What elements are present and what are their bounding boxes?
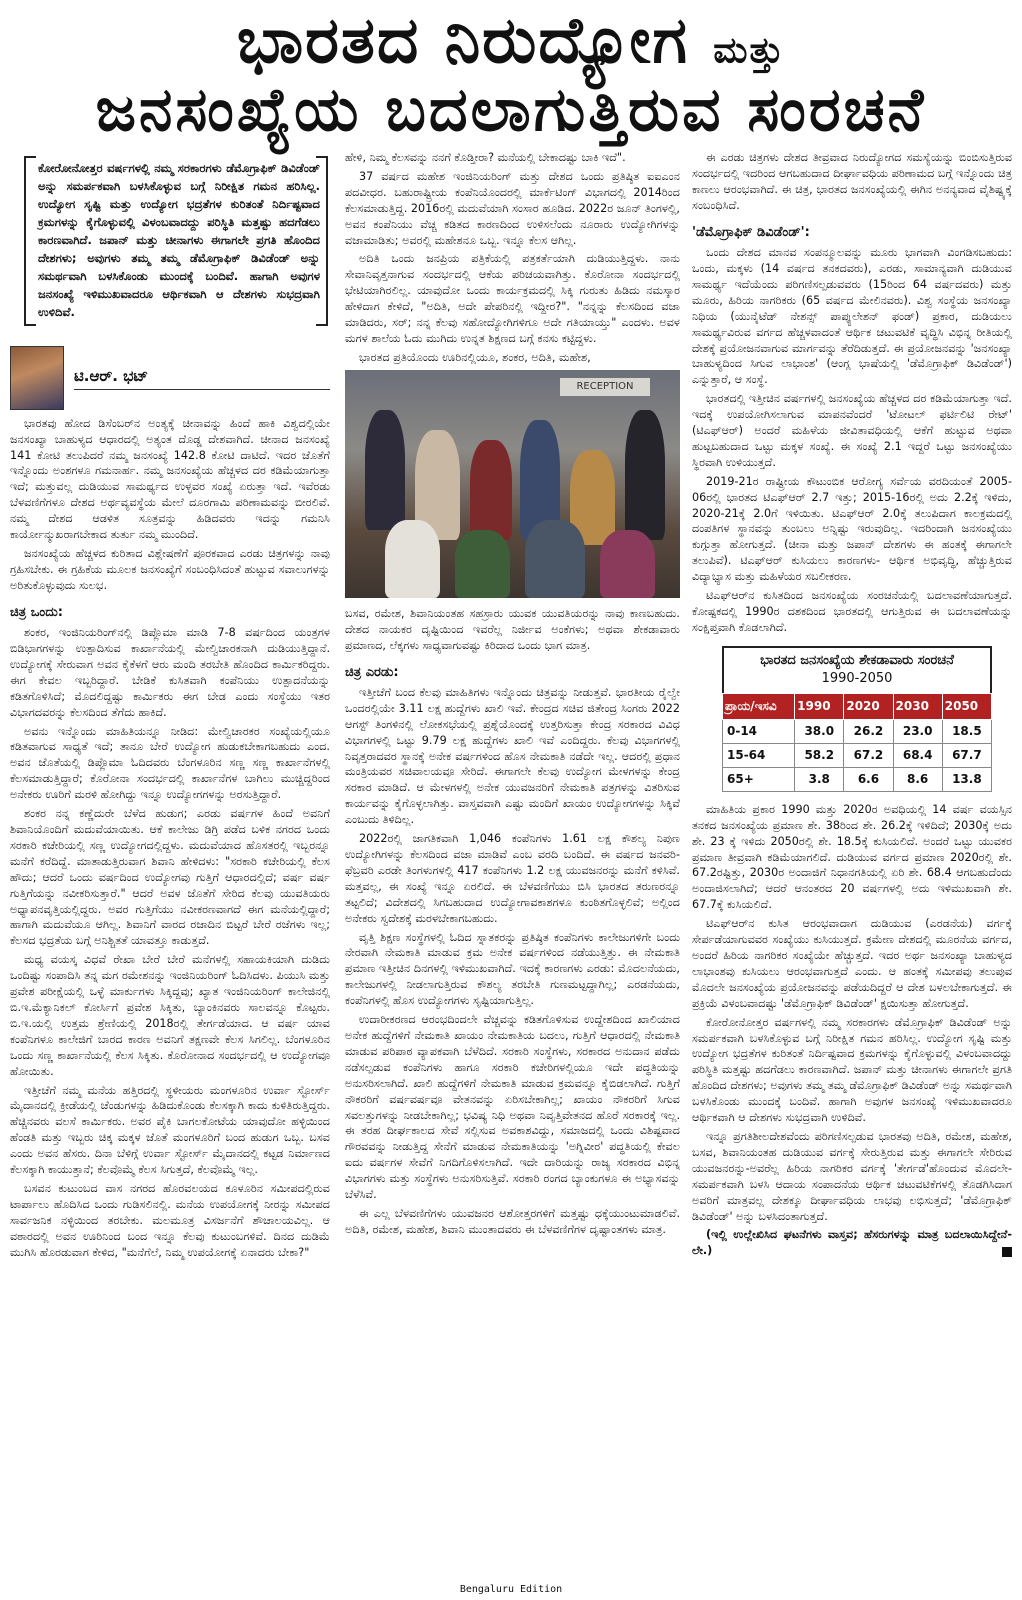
- col2-paragraph: ಹೇಳಿ, ನಿಮ್ಮ ಕೆಲಸವನ್ನು ನನಗೆ ಕೊಡ್ತೀರಾ? ಮನೆಯಲ್ಲಿ ಬೇಕಾದಷ್ಟು ಬಾಕಿ ಇದೆ".: [345, 151, 626, 164]
- col2-body-paragraph: ಈ ಎಲ್ಲ ಬೆಳವಣಿಗೆಗಳು ಯುವಜನರ ಆಶೋತ್ತರಗಳಿಗೆ ಮತ್ತಷ್ಟು ಧಕ್ಕೆಯುಂಟುಮಾಡಲಿವೆ. ಅದಿತಿ, ರಮೇಶ, ಮಹೇಶ, ಶಿವಾನಿ ಮುಂತಾದವರು ಈ ಬೆಳವಣಿಗೆಗಳ ದೃಷ್ಟಾಂತಗಳು ಮಾತ್ರ.: [345, 1206, 680, 1236]
- headline-line-1-main: ಭಾರತದ ನಿರುದ್ಯೋಗ: [236, 4, 689, 78]
- col1-body-paragraph: ಮಧ್ಯ ವಯಸ್ಕ ವಿಧವೆ ರೇಖಾ ಬೇರೆ ಬೇರೆ ಮನೆಗಳಲ್ಲಿ ಸಹಾಯಕಿಯಾಗಿ ದುಡಿದು ಒಂದಿಷ್ಟು ಸಂಪಾದಿಸಿ ತನ್ನ ಮಗ ರಮೇಶನನ್ನು ಇಂಜಿನಿಯರಿಂಗ್ ಓದಿಸಿದಳು. ಪಿಯುಸಿ ಮತ್ತು ಪ್ರವೇಶ ಪರೀಕ್ಷೆಯಲ್ಲಿ ಒಳ್ಳೆ ಮಾರ್ಕುಗಳು ಸಿಕ್ಕಿದ್ದವು; ಖ್ಯಾತ ಇಂಜಿನಿಯರಿಂಗ್ ಕಾಲೇಜಿನಲ್ಲಿ ಬಿ.ಇ.ಮೆಕ್ಯಾನಿಕಲ್ ಕೋರ್ಸಿಗೆ ಪ್ರವೇಶ ಸಿಕ್ಕಿತು, ಬ್ಯಾಂಕಿನವರು ಸಾಲವನ್ನೂ ಕೊಟ್ಟರು. ಬಿ.ಇ.ಯಲ್ಲಿ ಉತ್ತಮ ಶ್ರೇಣಿಯಲ್ಲಿ 2018ರಲ್ಲಿ ತೇರ್ಗಡೆಯಾದ. ಆ ವರ್ಷ ಯಾವ ಕಂಪೆನಿಗಳೂ ಕಾಲೇಜಿಗೆ ಬಾರದ ಕಾರಣ ಅವನಿಗೆ ತಕ್ಷಣವೇ ಕೆಲಸ ಸಿಗಲಿಲ್ಲ. ಬೆಂಗಳೂರಿನ ಒಂದು ಸಣ್ಣ ಕಾರ್ಖಾನೆಯಲ್ಲಿ ಕೆಲಸ ಸಿಕ್ಕಿತು. ಕೊರೋನಾದ ಸಂದರ್ಭದಲ್ಲಿ ಆ ಉದ್ಯೋಗವೂ ಹೋಯಿತು.: [10, 953, 330, 1078]
- photo-figure: [365, 410, 405, 530]
- job-seekers-photo: [345, 370, 680, 598]
- col2-body-paragraph: ವೃತ್ತಿ ಶಿಕ್ಷಣ ಸಂಸ್ಥೆಗಳಲ್ಲಿ ಓದಿದ ಸ್ನಾತಕರನ್ನು ಪ್ರತಿಷ್ಠಿತ ಕಂಪೆನಿಗಳು ಕಾಲೇಜುಗಳಿಗೇ ಬಂದು ನೇರವಾಗಿ ನೇಮಕಾತಿ ಮಾಡುವ ಕ್ರಮ ಅನೇಕ ವರ್ಷಗಳಿಂದ ನಡೆಯುತ್ತಿತ್ತು. ಈ ನೇಮಕಾತಿ ಪ್ರಮಾಣ ಇತ್ತೀಚಿನ ದಿನಗಳಲ್ಲಿ ಇಳಿಮುಖವಾಗಿದೆ. ಇದಕ್ಕೆ ಕಾರಣಗಳು ಎರಡು: ಮೊದಲನೆಯದು, ಕಾಲೇಜುಗಳಲ್ಲಿ ನೀಡಲಾಗುತ್ತಿರುವ ಕೌಶಲ್ಯ ತರಬೇತಿ ಗುಣಮಟ್ಟದ್ದಾಗಿಲ್ಲ; ಎರಡನೆಯದು, ಕಂಪೆನಿಗಳಲ್ಲಿ ಹೊಸ ಉದ್ಯೋಗಗಳು ಸೃಷ್ಟಿಯಾಗುತ್ತಿಲ್ಲ.: [345, 930, 680, 1008]
- table-header-row: [723, 693, 992, 719]
- table-row: [723, 743, 992, 767]
- col2-body-paragraph: ಇತ್ತೀಚೆಗೆ ಬಂದ ಕೆಲವು ಮಾಹಿತಿಗಳು ಇನ್ನೊಂದು ಚಿತ್ರವನ್ನು ನೀಡುತ್ತವೆ. ಭಾರತೀಯ ರೈಲ್ವೇ ಒಂದರಲ್ಲಿಯೇ 3.11 ಲಕ್ಷ ಹುದ್ದೆಗಳು ಖಾಲಿ ಇವೆ. ಕೇಂದ್ರದ ಸಚಿವ ಜಿತೇಂದ್ರ ಸಿಂಗರು 2022 ಆಗಸ್ಟ್ ತಿಂಗಳಿನಲ್ಲಿ ಲೋಕಸಭೆಯಲ್ಲಿ ಪ್ರಶ್ನೆಯೊಂದಕ್ಕೆ ಉತ್ತರಿಸುತ್ತಾ ಕೇಂದ್ರ ಸರಕಾರದ ವಿವಿಧ ವಿಭಾಗಗಳಲ್ಲಿ ಒಟ್ಟು 9.79 ಲಕ್ಷ ಹುದ್ದೆಗಳು ಖಾಲಿ ಇವೆ ಎಂದಿದ್ದರು. ಕೆಲವು ವಿಭಾಗಗಳಲ್ಲಿ ನಿವೃತ್ತರಾದವರ ಸ್ಥಾನಕ್ಕೆ ಅನೇಕ ವರ್ಷಗಳಿಂದ ಹೊಸ ನೇಮಕಾತಿ ನಡೆದೇ ಇಲ್ಲ. ಆದರಲ್ಲಿ ಪ್ರಧಾನ ಮಂತ್ರಿಯವರ ಸಚಿವಾಲಯವೂ ಸೇರಿದೆ. ಈಗಾಗಲೇ ಕೆಲವು ಉದ್ಯೋಗ ಮೇಳಗಳನ್ನು ಕೇಂದ್ರ ಸರಕಾರ ಮಾಡಿದೆ. ಆ ಮೇಳಗಳಲ್ಲಿ ಅನೇಕ ಯುವಜನರಿಗೆ ನೇಮಕಾತಿ ಪತ್ರಗಳನ್ನು ವಿತರಿಸುವ ಕಾರ್ಯವನ್ನು ಕೈಗೊಳ್ಳಲಾಗಿತ್ತು. ವಾಸ್ತವವಾಗಿ ಎಷ್ಟು ಮಂದಿಗೆ ಖಾಯಂ ಉದ್ಯೋಗಗಳನ್ನು ಸಿಕ್ಕಿವೆ ಎಂಬುದು ತಿಳಿದಿಲ್ಲ.: [345, 685, 680, 827]
- table-cell: 67.7: [942, 743, 991, 767]
- table-cell: 58.2: [795, 743, 844, 767]
- section-heading-picture-one: ಚಿತ್ರ ಒಂದು:: [10, 604, 63, 620]
- col3-paragraph: ಟಿಎಫ್‌ಆರ್‌ನ ಕುಸಿತ ಆರಂಭವಾದಾಗ ದುಡಿಯುವ (ಎರಡನೆಯ) ವರ್ಗಕ್ಕೆ ಸೇರ್ಪಡೆಯಾಗುವವರ ಸಂಖ್ಯೆಯು ಕುಸಿಯುತ್ತದೆ. ಕ್ರಮೇಣ ದೇಶದಲ್ಲಿ ಮೂರನೆಯ ವರ್ಗದ, ಅಂದರೆ ಹಿರಿಯ ನಾಗರಿಕರ ಸಂಖ್ಯೆಯೇ ಹೆಚ್ಚುತ್ತದೆ. ಇದರ ಅರ್ಥ ಜನಸಂಖ್ಯಾ ಬಾಹುಳ್ಯದ ಲಾಭಾಂಶವು ಕುಸಿಯಲು ಆರಂಭವಾಗುತ್ತದೆ ಎಂದು. ಆ ಹಂತಕ್ಕೆ ಸಮೀಪವು ತಲುಪುವ ಮೊದಲೇ ಜನಸಂಖ್ಯೆಯ ಪ್ರಯೋಜನವನ್ನು ಪಡೆಯದಿದ್ದರೆ ಆ ದೇಶ ಬಳಲಬೇಕಾಗುತ್ತದೆ. ಈ ಪ್ರಕ್ರಿಯೆ ವಿಳಂಬವಾದಷ್ಟು 'ಡೆಮೊಗ್ರಾಫಿಕ್ ಡಿವಿಡೆಂಡ್' ಕ್ಷಯಿಸುತ್ತಾ ಹೋಗುತ್ತದೆ.: [692, 917, 1012, 1010]
- col3-body-paragraph: ಭಾರತದಲ್ಲಿ ಇತ್ತೀಚಿನ ವರ್ಷಗಳಲ್ಲಿ ಜನಸಂಖ್ಯೆಯ ಹೆಚ್ಚಳದ ದರ ಕಡಿಮೆಯಾಗುತ್ತಾ ಇದೆ. ಇದಕ್ಕೆ ಉಪಯೋಗಿಸಲಾಗುವ ಮಾಪನವೆಂದರೆ 'ಟೋಟಲ್ ಫರ್ಟಿಲಿಟಿ ರೇಟ್' (ಟಿಎಫ್‌ಆರ್) ಅಂದರೆ ಮಹಿಳೆಯ ಜೀವಿತಾವಧಿಯಲ್ಲಿ ಆಕೆಗೆ ಹುಟ್ಟುವ ಅಥವಾ ಹುಟ್ಟಬಹುದಾದ ಒಟ್ಟು ಮಕ್ಕಳ ಸಂಖ್ಯೆ. ಈ ಸಂಖ್ಯೆ 2.1 ಇದ್ದರೆ ಒಟ್ಟು ಜನಸಂಖ್ಯೆಯು ಸ್ಥಿರವಾಗಿ ಉಳಿಯುತ್ತದೆ.: [692, 392, 1012, 469]
- col3-paragraph: ಈ ಎರಡು ಚಿತ್ರಗಳು ದೇಶದ ತೀವ್ರವಾದ ನಿರುದ್ಯೋಗದ ಸಮಸ್ಯೆಯನ್ನು ಬಿಂಬಿಸುತ್ತಿರುವ ಸಂದರ್ಭದಲ್ಲಿ ಇದರಿಂದ ಆಗಬಹುದಾದ ದೀರ್ಘಾವಧಿಯ ಪರಿಣಾಮದ ಬಗ್ಗೆ ಇನ್ನೊಂದು ಚಿತ್ರ ಕಾಣಲು ಆರಂಭವಾಗಿದೆ. ಈ ಚಿತ್ರ, ಭಾರತದ ಜನಸಂಖ್ಯೆಯಲ್ಲಿ ಈಗಿನ ಅನನ್ಯವಾದ ವೈಶಿಷ್ಟ್ಯಕ್ಕೆ ಸಂಬಂಧಿಸಿದೆ.: [692, 151, 1012, 212]
- headline-line-2: ಜನಸಂಖ್ಯೆಯ ಬದಲಾಗುತ್ತಿರುವ ಸಂರಚನೆ: [95, 75, 927, 146]
- population-structure-table: [722, 646, 992, 792]
- table-cell: 13.8: [942, 767, 991, 791]
- col1-body-paragraph: ಶಂಕರ ನನ್ನ ಕಣ್ಣೆದುರೇ ಬೆಳೆದ ಹುಡುಗ; ಎರಡು ವರ್ಷಗಳ ಹಿಂದೆ ಅವನಿಗೆ ಶಿವಾನಿಯೊಂದಿಗೆ ಮದುವೆಯಾಯಿತು. ಆಕೆ ಕಾಲೇಜು ಡಿಗ್ರಿ ಪಡೆದ ಬಳಿಕ ನಗರದ ಒಂದು ಸರಕಾರಿ ಕಚೇರಿಯಲ್ಲಿ ಸಣ್ಣ ಉದ್ಯೋಗದಲ್ಲಿದ್ದಳು. ಮದುವೆಯಾದ ಹೊಸತರಲ್ಲಿ ಇಬ್ಬರನ್ನೂ ಮನೆಗೆ ಕರೆದಿದ್ದೆ. ಮಾತಾಡುತ್ತಿರುವಾಗ ಶಿವಾನಿ ಹೇಳಿದಳು: "ಸರಕಾರಿ ಕಚೇರಿಯಲ್ಲಿ ಕೆಲಸ ಹೌದು; ಆದರೆ ಒಂದು ವರ್ಷದಿಂದ ಉದ್ಯೋಗವು ಗುತ್ತಿಗೆ ಆಧಾರದಲ್ಲಿದೆ; ವರ್ಷ ವರ್ಷ ಗುತ್ತಿಗೆಯನ್ನು ನವೀಕರಿಸುತ್ತಾರೆ." ಆದರೆ ಅವಳ ಜೊತೆಗೆ ಸೇರಿದ ಕೆಲವು ಯುವತಿಯರು ಅಧ್ಯಾಪನವೃತ್ತಿಯಲ್ಲಿದ್ದರು. ಅವರ ಗುತ್ತಿಗೆಯು ನವೀಕರಣವಾಗದೆ ಈಗ ಮನೆಯಲ್ಲಿದ್ದಾರೆ; ಹಾಗಾಗಿ ಮದುವೆಯೂ ಆಗಿಲ್ಲ. ಶಿವಾನಿಗೆ ವಾರದ ರಜಾದಿನ ಬಿಟ್ಟರೆ ಬೇರೆ ರಜೆಗಳು ಇಲ್ಲ; ಕೆಲಸದ ಭದ್ರತೆಯ ಬಗ್ಗೆ ಅನಿಶ್ಚಿತತೆ ಯಾವತ್ತೂ ಕಾಡುತ್ತದೆ.: [10, 807, 330, 948]
- photo-figure: [600, 530, 655, 598]
- edition-label: Bengaluru Edition: [459, 1584, 563, 1595]
- table-caption: [722, 646, 992, 693]
- author-note: (ಇಲ್ಲಿ ಉಲ್ಲೇಖಿಸಿದ ಘಟನೆಗಳು ವಾಸ್ತವ; ಹೆಸರುಗಳನ್ನು ಮಾತ್ರ ಬದಲಾಯಿಸಿದ್ದೇನೆ-ಲೇ.): [692, 1228, 1012, 1258]
- col2-body-paragraph: ಉದಾರೀಕರಣದ ಆರಂಭದಿಂದಲೇ ವೆಚ್ಚವನ್ನು ಕಡಿತಗೊಳಿಸುವ ಉದ್ದೇಶದಿಂದ ಖಾಲಿಯಾದ ಅನೇಕ ಹುದ್ದೆಗಳಿಗೆ ನೇಮಕಾತಿ ಖಾಯಂ ನೇಮಕಾತಿಯ ಬದಲು, ಗುತ್ತಿಗೆ ಆಧಾರದಲ್ಲಿ ನೇಮಕಾತಿ ಮಾಡುವ ಪರಿಪಾಠ ವ್ಯಾಪಕವಾಗಿ ಬೆಳೆದಿದೆ. ಸರಕಾರಿ ಸಂಸ್ಥೆಗಳು, ಸರಕಾರದ ಅನುದಾನ ಪಡೆದು ನಡೆಸಲ್ಪಡುವ ಕಂಪೆನಿಗಳು ಹಾಗೂ ಸರಕಾರಿ ಕಚೇರಿಗಳಲ್ಲಿಯೂ ಇದೇ ಪದ್ಧತಿಯನ್ನು ಅನುಸರಿಸಲಾಗಿದೆ. ಖಾಲಿ ಹುದ್ದೆಗಳಿಗೆ ನೇಮಕಾತಿ ಮಾಡುವ ಕ್ರಮವನ್ನೂ ಕೈಬಿಡಲಾಗಿದೆ. ಗುತ್ತಿಗೆ ನೌಕರರಿಗೆ ವರ್ಷವರ್ಷವೂ ವೇತನವನ್ನು ಏರಿಸಬೇಕಾಗಿಲ್ಲ; ಖಾಯಂ ನೌಕರರಿಗೆ ಸಿಗುವ ಸವಲತ್ತುಗಳನ್ನು ನೀಡಬೇಕಾಗಿಲ್ಲ; ಭವಿಷ್ಯ ನಿಧಿ ಅಥವಾ ನಿವೃತ್ತಿವೇತನದ ಹೊರೆ ಸರಕಾರಕ್ಕೆ ಇಲ್ಲ. ಈ ತರಹ ದೀರ್ಘಕಾಲದ ಸೇವೆ ಸಲ್ಲಿಸುವ ಅವಕಾಶವಿದ್ದು, ಸಮಾಜದಲ್ಲಿ ಒಂದು ವಿಶಿಷ್ಟವಾದ ಗೌರವವನ್ನು ನೀಡುತ್ತಿದ್ದ ಸೇನೆಗೆ ಮಾಡುವ ನೇಮಕಾತಿಯನ್ನು 'ಅಗ್ನಿವೀರ' ಪದ್ಧತಿಯಲ್ಲಿ ಕೇವಲ ಐದು ವರ್ಷಗಳ ಸೇವೆಗೆ ನಿಗದಿಗೊಳಿಸಲಾಗಿದೆ. ಇದೇ ದಾರಿಯನ್ನು ರಾಜ್ಯ ಸರಕಾರದ ವಿಭಿನ್ನ ವಿಭಾಗಗಳು ಮತ್ತು ಸಂಸ್ಥೆಗಳು ಅನುಸರಿಸುತ್ತಿವೆ. ಸರಕಾರಿ ರಂಗದ ಬ್ಯಾಂಕುಗಳೂ ಈ ಅಭ್ಯಾಸವನ್ನು ಬೆಳೆಸಿವೆ.: [345, 1013, 680, 1202]
- table-row: [723, 767, 992, 791]
- col2-paragraph: ಬಸವ, ರಮೇಶ, ಶಿವಾನಿಯಂತಹ ಸಹಸ್ರಾರು ಯುವಕ ಯುವತಿಯರನ್ನು ನಾವು ಕಾಣಬಹುದು. ದೇಶದ ನಾಯಕರ ದೃಷ್ಟಿಯಿಂದ ಇವರೆಲ್ಲ ನಿರ್ಜೀವ ಅಂಕೆಗಳು; ಅಥವಾ ಶೇಕಡಾವಾರು ಪ್ರಮಾಣದ, ಲೆಕ್ಕಗಳು ಸಾಧ್ಯವಾಗುವಷ್ಟು ಕಿರಿದಾದ ಒಂದು ಭಾಗ ಮಾತ್ರ.: [345, 606, 680, 652]
- col3-paragraph: ಮಾಹಿತಿಯ ಪ್ರಕಾರ 1990 ಮತ್ತು 2020ರ ಅವಧಿಯಲ್ಲಿ 14 ವರ್ಷ ವಯಸ್ಸಿನ ತನಕದ ಜನಸಂಖ್ಯೆಯ ಪ್ರಮಾಣ ಶೇ. 38ರಿಂದ ಶೇ. 26.2ಕ್ಕೆ ಇಳಿದಿದೆ; 2030ಕ್ಕೆ ಅದು ಶೇ. 23 ಕ್ಕೆ ಇಳಿದು 2050ರಲ್ಲಿ ಶೇ. 18.5ಕ್ಕೆ ಕುಸಿಯಲಿದೆ. ಅಂದರೆ ಒಟ್ಟು ಯುವಕರ ಪ್ರಮಾಣ ತೀವ್ರವಾಗಿ ಕಡಿಮೆಯಾಗಲಿದೆ. ದುಡಿಯುವ ವರ್ಗದ ಪ್ರಮಾಣ 2020ರಲ್ಲಿ ಶೇ. 67.2ರಷ್ಟಿತ್ತು, 2030ರ ಅಂದಾಜಿಗೆ ನಿಧಾನಗತಿಯಲ್ಲಿ ಏರಿ ಶೇ. 68.4 ಆಗಬಹುದೆಂದು ಅಂದಾಜಿಸಲಾಗಿದೆ; ಆದರೆ ಆನಂತರದ 20 ವರ್ಷಗಳಲ್ಲಿ ಅದು ಇಳಿಮುಖವಾಗಿ ಶೇ. 67.7ಕ್ಕೆ ಕುಸಿಯಲಿದೆ.: [692, 802, 1012, 912]
- photo-sign: RECEPTION: [560, 378, 650, 396]
- table-cell: 8.6: [893, 767, 942, 791]
- headline-line-1-small: ಮತ್ತು: [713, 30, 786, 71]
- table-header-cell: 2030: [893, 693, 942, 719]
- photo-figure: [470, 440, 512, 540]
- section-heading-picture-two: ಚಿತ್ರ ಎರಡು:: [345, 664, 399, 680]
- byline: [10, 346, 330, 410]
- table-cell: 68.4: [893, 743, 942, 767]
- table-cell: 18.5: [942, 719, 991, 743]
- col1-body-paragraph: ಬಸವನ ಕುಟುಂಬದ ವಾಸ ನಗರದ ಹೊರವಲಯದ ಕೂಳೂರಿನ ಸಮೀಪದಲ್ಲಿರುವ ಟಾರ್ಪಾಲು ಹೊದಿಸಿದ ಒಂದು ಗುಡಿಸಲಿನಲ್ಲಿ. ಮನೆಯ ಉಪಯೋಗಕ್ಕೆ ನೀರನ್ನು ಸಮೀಪದ ಸಾರ್ವಜನಿಕ ನಳ್ಳಿಯಿಂದ ತರಬೇಕು. ಮಲಮೂತ್ರ ವಿಸರ್ಜನೆಗೆ ಶೌಚಾಲಯವಿಲ್ಲ. ಆ ವಠಾರದಲ್ಲಿ ಅವನ ಊರಿನಿಂದ ಬಂದ ಇನ್ನೂ ಕೆಲವು ಕುಟುಂಬಗಳಿವೆ. ದಿನದ ದುಡಿಮೆ ಮುಗಿಸಿ ಹೊರಡುವಾಗ ಕೇಳಿದ, "ಮನೆಗೆಲೆ, ನಿಮ್ಮ ಉಪಯೋಗಕ್ಕೆ ಏನಾದರು ಬೇಕಾ?": [10, 1181, 330, 1259]
- table-cell: 38.0: [795, 719, 844, 743]
- table-cell: 65+: [723, 767, 795, 791]
- col3-paragraph: ಇನ್ನೂ ಪ್ರಗತಿಶೀಲದೇಶವೆಂದು ಪರಿಗಣಿಸಲ್ಪಡುವ ಭಾರತವು ಅದಿತಿ, ರಮೇಶ, ಮಹೇಶ, ಬಸವ, ಶಿವಾನಿಯಂತಹ ದುಡಿಯುವ ವರ್ಗಕ್ಕೆ ಸೇರುತ್ತಿರುವ ಮತ್ತು ಈಗಾಗಲೇ ಸೇರಿರುವ ಯುವಜನರನ್ನು-ಅವರೆಲ್ಲ ಹಿರಿಯ ನಾಗರಿಕರ ವರ್ಗಕ್ಕೆ 'ತೇರ್ಗಡೆ'ಹೊಂದುವ ಮೊದಲೇ- ಸಮರ್ಪಕವಾಗಿ ಬಳಸಿ ಆದಾಯ ಸಂಪಾದನೆಯ ಆರ್ಥಿಕ ಚಟುವಟಿಕೆಗಳಲ್ಲಿ ತೊಡಗಿಸಿದಾಗ ಅವರಿಗೆ ಮಾತ್ರವಲ್ಲ ದೇಶಕ್ಕೂ ದೀರ್ಘಾವಧಿಯ ಲಾಭವು ಲಭಿಸುತ್ತದೆ; 'ಡೆಮೊಗ್ರಾಫಿಕ್ ಡಿವಿಡೆಂಡ್' ಅನ್ನು ಬಳಸಿದಂತಾಗುತ್ತದೆ.: [692, 1129, 1012, 1223]
- author-photo: [10, 346, 64, 410]
- headline: [0, 4, 1022, 146]
- col3-body-paragraph: ಟಿಎಫ್‌ಆರ್‌ನ ಕುಸಿತದಿಂದ ಜನಸಂಖ್ಯೆಯ ಸಂರಚನೆಯಲ್ಲಿ ಬದಲಾವಣೆಯಾಗುತ್ತದೆ. ಕೋಷ್ಟಕದಲ್ಲಿ 1990ರ ದಶಕದಿಂದ ಭಾರತದಲ್ಲಿ ಆಗುತ್ತಿರುವ ಈ ಬದಲಾವಣೆಯನ್ನು ಸಂಕ್ಷಿಪ್ತವಾಗಿ ಕೊಡಲಾಗಿದೆ.: [692, 589, 1012, 634]
- end-mark-icon: [1002, 1247, 1012, 1257]
- table-cell: 0-14: [723, 719, 795, 743]
- table-subtitle: 1990-2050: [821, 671, 893, 687]
- col3-paragraph: [692, 1227, 1012, 1259]
- column-3: [692, 150, 1012, 1262]
- table-header-cell: 2050: [942, 693, 991, 719]
- pull-quote: ಕೋರೋನೋತ್ತರ ವರ್ಷಗಳಲ್ಲಿ ನಮ್ಮ ಸರಕಾರಗಳು ಡೆಮೊಗ್ರಾಫಿಕ್ ಡಿವಿಡೆಂಡ್ ಅನ್ನು ಸಮರ್ಪಕವಾಗಿ ಬಳಸಿಕೊಳ್ಳುವ ಬಗ್ಗೆ ನಿರೀಕ್ಷಿತ ಗಮನ ಹರಿಸಿಲ್ಲ. ಉದ್ಯೋಗ ಸೃಷ್ಟಿ ಮತ್ತು ಉದ್ಯೋಗ ಭದ್ರತೆಗಳ ಕುರಿತಂತೆ ನಿರ್ದಿಷ್ಟವಾದ ಕ್ರಮಗಳನ್ನು ಕೈಗೊಳ್ಳುವಲ್ಲಿ ವಿಳಂಬವಾದದ್ದು ಪರಿಸ್ಥಿತಿ ಮತ್ತಷ್ಟು ಹದಗೆಡಲು ಕಾರಣವಾಗಿದೆ. ಜಪಾನ್ ಮತ್ತು ಚೀನಾಗಳು ಈಗಾಗಲೇ ಪ್ರಗತಿ ಹೊಂದಿದ ದೇಶಗಳು; ಅವುಗಳು ತಮ್ಮ ತಮ್ಮ ಡೆಮೊಗ್ರಾಫಿಕ್ ಡಿವಿಡೆಂಡ್ ಅನ್ನು ಸಮರ್ಥವಾಗಿ ಬಳಸಿಕೊಂಡು ಮುಂದಕ್ಕೆ ಬಂದಿವೆ. ಹಾಗಾಗಿ ಅವುಗಳ ಜನಸಂಖ್ಯೆ ಇಳಿಮುಖವಾದರೂ ಆರ್ಥಿಕವಾಗಿ ಆ ದೇಶಗಳು ಸುಭದ್ರವಾಗಿ ಉಳಿದಿವೆ.: [10, 150, 330, 332]
- table-cell: 15-64: [723, 743, 795, 767]
- col3-body-paragraph: 2019-21ರ ರಾಷ್ಟ್ರೀಯ ಕೌಟುಂಬಿಕ ಆರೋಗ್ಯ ಸರ್ವೆಯ ವರದಿಯಂತೆ 2005-06ರಲ್ಲಿ ಭಾರತದ ಟಿಎಫ್‌ಆರ್ 2.7 ಇತ್ತು; 2015-16ರಲ್ಲಿ ಅದು 2.2ಕ್ಕೆ ಇಳಿದು, 2020-21ಕ್ಕೆ 2.0ಗೆ ಇಳಿಯಿತು. ಟಿಎಫ್‌ಆರ್ 2.0ಕ್ಕೆ ತಲುಪಿದಾಗ ಕಾಲಕ್ರಮದಲ್ಲಿ ದಂಪತಿಗಳ ಸ್ಥಾನವನ್ನು ತುಂಬಲು ಅನ್ನಿಷ್ಟು ಇರುವುದಿಲ್ಲ. ಇದರಿಂದಾಗಿ ಜನಸಂಖ್ಯೆಯು ಕುಗ್ಗುತ್ತಾ ಹೋಗುತ್ತದೆ. (ಚೀನಾ ಮತ್ತು ಜಪಾನ್ ದೇಶಗಳು ಈ ಹಂತಕ್ಕೆ ಈಗಾಗಲೇ ತಲುಪಿವೆ). ಟಿಎಫ್‌ಆರ್ ಕುಸಿಯಲು ಕಾರಣಗಳು- ಆರ್ಥಿಕ ಅಭಿವೃದ್ಧಿ, ಹೆಚ್ಚುತ್ತಿರುವ ವಿದ್ಯಾಭ್ಯಾಸ ಮತ್ತು ಮಹಿಳೆಯರ ಸಬಲೀಕರಣ.: [692, 474, 1012, 584]
- col1-body-paragraph: ಶಂಕರ, ಇಂಜಿನಿಯರಿಂಗ್‌ನಲ್ಲಿ ಡಿಪ್ಲೊಮಾ ಮಾಡಿ 7-8 ವರ್ಷದಿಂದ ಯಂತ್ರಗಳ ಬಿಡಿಭಾಗಗಳನ್ನು ಉತ್ಪಾದಿಸುವ ಕಾರ್ಖಾನೆಯಲ್ಲಿ ಮೇಲ್ವಿಚಾರಕನಾಗಿ ದುಡಿಯುತ್ತಿದ್ದಾನೆ. ಉದ್ಯೋಗಕ್ಕೆ ಸೇರುವಾಗ ಅವನ ಕೈಕೆಳಗೆ ಆರು ಮಂದಿ ತರಬೇತಿ ಹೊಂದಿದ ಕಾರ್ಮಿಕರಿದ್ದರು. ಈಗ ಕೇವಲ ಇಬ್ಬರಿದ್ದಾರೆ. ಬೇಡಿಕೆ ಕುಸಿತವಾಗಿ ಕಂಪೆನಿಯು ಉತ್ಪಾದನೆಯನ್ನು ಕಡಿತಗೊಳಿಸಿದೆ; ಮೊದಲಿದ್ದಷ್ಟು ಕಾರ್ಮಿಕರು ಈಗ ಬೇಡ ಎಂದು ಸಂಸ್ಥೆಯು ಇತರ ವಿಭಾಗದವರನ್ನು ಕೆಲಸದಿಂದ ತೆಗೆದು ಹಾಕಿದೆ.: [10, 626, 330, 719]
- photo-figure: [525, 520, 585, 598]
- photo-figure: [455, 530, 510, 598]
- col1-intro-paragraph: ಭಾರತವು ಹೋದ ಡಿಸೆಂಬರ್‌ನ ಅಂತ್ಯಕ್ಕೆ ಚೀನಾವನ್ನು ಹಿಂದೆ ಹಾಕಿ ವಿಶ್ವದಲ್ಲಿಯೇ ಜನಸಂಖ್ಯಾ ಬಾಹುಳ್ಯದ ಆಧಾರದಲ್ಲಿ ಅತ್ಯಂತ ದೊಡ್ಡ ದೇಶವಾಗಿದೆ. ಚೀನಾದ ಜನಸಂಖ್ಯೆ 141 ಕೋಟಿ ತಲುಪಿದರೆ ನಮ್ಮ ಜನಸಂಖ್ಯೆ 142.8 ಕೋಟಿ ದಾಟಿದೆ. ಇದರ ಜೊತೆಗೆ ಇನ್ನೊಂದು ಅಂಶಗಳೂ ಗಮನಾರ್ಹ. ನಮ್ಮ ಜನಸಂಖ್ಯೆಯ ಹೆಚ್ಚಳದ ದರ ಕಡಿಮೆಯಾಗುತ್ತಾ ಇದೆ; ಮತ್ತುವಲ್ಲ ದುಡಿಯುವ ಸಾಮರ್ಥ್ಯದ ಉಳ್ಳವರ ಸಂಖ್ಯೆ ಏರುತ್ತಾ ಇದೆ. ಇವೆರಡು ಬೆಳವಣಿಗೆಗಳೂ ದೇಶದ ಅರ್ಥವ್ಯವಸ್ಥೆಯ ಮೇಲೆ ದೂರಗಾಮಿ ಪರಿಣಾಮವನ್ನು ಬೀರಲಿವೆ. ನಮ್ಮ ದೇಶದ ಆಡಳಿತ ಸೂತ್ರವನ್ನು ಹಿಡಿದವರು ಇದನ್ನು ಗಮನಿಸಿ ಕಾರ್ಯೋನ್ಮುಖರಾಗಬೇಕಾದ ತುರ್ತು ನಮ್ಮ ಮುಂದಿದೆ.: [10, 416, 330, 542]
- headline-line-1: [0, 4, 1022, 78]
- col2-body-paragraph: 2022ರಲ್ಲಿ ಜಾಗತಿಕವಾಗಿ 1,046 ಕಂಪೆನಿಗಳು 1.61 ಲಕ್ಷ ಕೌಶಲ್ಯ ನಿಪುಣ ಉದ್ಯೋಗಿಗಳನ್ನು ಕೆಲಸದಿಂದ ವಜಾ ಮಾಡಿವೆ ಎಂಬ ವರದಿ ಬಂದಿದೆ. ಈ ವರ್ಷದ ಜನವರಿ-ಫೆಬ್ರವರಿ ಎರಡೇ ತಿಂಗಳುಗಳಲ್ಲಿ 417 ಕಂಪೆನಿಗಳು 1.2 ಲಕ್ಷ ಯುವಜನರನ್ನು ಮನೆಗೆ ಕಳಿಸಿವೆ. ಮತ್ತವಲ್ಲ, ಈ ಸಂಖ್ಯೆ ಇನ್ನೂ ಏರಲಿದೆ. ಈ ಬೆಳವಣಿಗೆಯು ಬಿಸಿ ಭಾರತದ ತರುಣರನ್ನೂ ತಟ್ಟಲಿದೆ; ವಿದೇಶದಲ್ಲಿ ಸಿಗಬಹುದಾದ ಉದ್ಯೋಗಾವಕಾಶಗಳೂ ಕುಂಠಿತಗೊಳ್ಳಲಿವೆ; ಅಲ್ಲಿಂದ ಅನೇಕರು ಸ್ವದೇಶಕ್ಕೆ ಮರಳಬೇಕಾಗಬಹುದು.: [345, 832, 680, 925]
- col3-body-paragraph: ಒಂದು ದೇಶದ ಮಾನವ ಸಂಪನ್ಮೂಲವನ್ನು ಮೂರು ಭಾಗವಾಗಿ ವಿಂಗಡಿಸಬಹುದು: ಒಂದು, ಮಕ್ಕಳು (14 ವರ್ಷದ ತನಕದವರು), ಎರಡು, ಸಾಮಾನ್ಯವಾಗಿ ದುಡಿಯುವ ಸಾಮರ್ಥ್ಯ ಇದೆಯೆಂದು ಪರಿಗಣಿಸಲ್ಪಡುವವರು (15ರಿಂದ 64 ವರ್ಷದವರು) ಮತ್ತು ಮೂರು, ಹಿರಿಯ ನಾಗರಿಕರು (65 ವರ್ಷದ ಮೇಲಿನವರು). ವಿಶ್ವ ಸಂಸ್ಥೆಯ ಜನಸಂಖ್ಯಾ ನಿಧಿಯ (ಯುನೈಟೆಡ್ ನೇಶನ್ಸ್ ಪಾಪ್ಯುಲೇಶನ್ ಫಂಡ್) ಪ್ರಕಾರ, ದುಡಿಯಲು ಸಾಮರ್ಥ್ಯವಿರುವ ವರ್ಗದ ಹೆಚ್ಚಳವಾದಂತೆ ಆರ್ಥಿಕ ಚಟುವಟಿಕೆ ವೃದ್ಧಿಸಿ ವಿಭಿನ್ನ ರೀತಿಯಲ್ಲಿ ದೇಶಕ್ಕೆ ಪ್ರಯೋಜನವಾಗುವ ಮಾರ್ಗವನ್ನು ತೆರೆದಿಡುತ್ತದೆ. ಈ ಪ್ರಯೋಜನವನ್ನು 'ಜನಸಂಖ್ಯಾ ಬಾಹುಳ್ಯದಿಂದ ಸಿಗುವ ಲಾಭಾಂಶ' (ಆಂಗ್ಲ ಭಾಷೆಯಲ್ಲಿ 'ಡೆಮೊಗ್ರಾಫಿಕ್ ಡಿವಿಡೆಂಡ್') ಎನ್ನುತ್ತಾರೆ, ಆ ಸಂಸ್ಥೆ.: [692, 246, 1012, 387]
- col3-paragraph: ಕೋರೋನೋತ್ತರ ವರ್ಷಗಳಲ್ಲಿ ನಮ್ಮ ಸರಕಾರಗಳು ಡೆಮೊಗ್ರಾಫಿಕ್ ಡಿವಿಡೆಂಡ್ ಅನ್ನು ಸಮರ್ಪಕವಾಗಿ ಬಳಸಿಕೊಳ್ಳುವ ಬಗ್ಗೆ ನಿರೀಕ್ಷಿತ ಗಮನ ಹರಿಸಿಲ್ಲ. ಉದ್ಯೋಗ ಸೃಷ್ಟಿ ಮತ್ತು ಉದ್ಯೋಗ ಭದ್ರತೆಗಳ ಕುರಿತಂತೆ ನಿರ್ದಿಷ್ಟವಾದ ಕ್ರಮಗಳನ್ನು ಕೈಗೊಳ್ಳುವಲ್ಲಿ ವಿಳಂಬವಾದದ್ದು ಪರಿಸ್ಥಿತಿ ಮತ್ತಷ್ಟು ಹದಗೆಡಲು ಕಾರಣವಾಗಿದೆ. ಜಪಾನ್ ಮತ್ತು ಚೀನಾಗಳು ಈಗಾಗಲೇ ಪ್ರಗತಿ ಹೊಂದಿದ ದೇಶಗಳು; ಅವುಗಳು ತಮ್ಮ ತಮ್ಮ ಡೆಮೊಗ್ರಾಫಿಕ್ ಡಿವಿಡೆಂಡ್ ಅನ್ನು ಸಮರ್ಥವಾಗಿ ಬಳಸಿಕೊಂಡು ಮುಂದಕ್ಕೆ ಬಂದಿವೆ. ಹಾಗಾಗಿ ಅವುಗಳ ಜನಸಂಖ್ಯೆ ಇಳಿಮುಖವಾದರೂ ಆರ್ಥಿಕವಾಗಿ ಆ ದೇಶಗಳು ಸುಭದ್ರವಾಗಿ ಉಳಿದಿವೆ.: [692, 1015, 1012, 1125]
- col2-paragraph: ಭಾರತದ ಪ್ರತಿಯೊಂದು ಊರಿನಲ್ಲಿಯೂ, ಶಂಕರ, ಅದಿತಿ, ಮಹೇಶ,: [359, 350, 591, 364]
- col2-paragraph: ಅದಿತಿ ಒಂದು ಜನಪ್ರಿಯ ಪತ್ರಿಕೆಯಲ್ಲಿ ಪತ್ರಕರ್ತೆಯಾಗಿ ದುಡಿಯುತ್ತಿದ್ದಳು. ನಾನು ಸೇವಾನಿವೃತ್ತನಾಗುವ ಸಂದರ್ಭದಲ್ಲಿ ಆಕೆಯ ಪರಿಚಯವಾಗಿತ್ತು. ಕೊರೋನಾ ಸಂದರ್ಭದಲ್ಲಿ ಭೇಟಿಯಾಗಿರಲಿಲ್ಲ. ಯಾವುದೋ ಒಂದು ಕಾರ್ಯಕ್ರಮದಲ್ಲಿ ಸಿಕ್ಕಿ ಗುರುತು ಹಿಡಿದು ನಮಸ್ಕಾರ ಹೇಳಿದಾಗ ಕೇಳಿದೆ, "ಅದಿತಿ, ಅದೇ ಪೇಪರಿನಲ್ಲಿ ಇದ್ದೀರ?". "ನನ್ನನ್ನು ಕೆಲಸದಿಂದ ವಜಾ ಮಾಡಿದರು, ಸರ್; ನನ್ನ ಕೆಲವು ಸಹೋದ್ಯೋಗಿಗಳಿಗೂ ಅದೇ ಗತಿಯಾಯ್ತು" ಎಂದಳು. ಅವಳ ಮಗಳ ಶಾಲೆಯ ಓದು ಮುಗಿದು ಉನ್ನತ ಶಿಕ್ಷಣದ ಬಗ್ಗೆ ಕನಸು ಕಟ್ಟಿದ್ದಳು.: [345, 252, 680, 345]
- table-cell: 6.6: [844, 767, 893, 791]
- column-2: [345, 150, 680, 1241]
- photo-figure: [625, 410, 665, 540]
- table-header-cell: 1990: [795, 693, 844, 719]
- table-cell: 3.8: [795, 767, 844, 791]
- table-title: ಭಾರತದ ಜನಸಂಖ್ಯೆಯ ಶೇಕಡಾವಾರು ಸಂರಚನೆ: [760, 652, 954, 668]
- table-cell: 26.2: [844, 719, 893, 743]
- section-heading-demographic-dividend: 'ಡೆಮೊಗ್ರಾಫಿಕ್ ಡಿವಿಡೆಂಡ್':: [692, 224, 810, 240]
- col2-paragraph: 37 ವರ್ಷದ ಮಹೇಶ ಇಂಜಿನಿಯರಿಂಗ್ ಮತ್ತು ದೇಶದ ಒಂದು ಪ್ರತಿಷ್ಠಿತ ಐಐಎಂನ ಪದವೀಧರ. ಬಹುರಾಷ್ಟ್ರೀಯ ಕಂಪೆನಿಯೊಂದರಲ್ಲಿ ಮಾರ್ಕೆಟಿಂಗ್ ವಿಭಾಗದಲ್ಲಿ 2014ರಿಂದ ಕೆಲಸಮಾಡುತ್ತಿದ್ದ. 2016ರಲ್ಲಿ ಮದುವೆಯಾಗಿ ಸಂಸಾರ ಹೂಡಿದ. 2022ರ ಜೂನ್ ತಿಂಗಳಲ್ಲಿ, ಅವನ ಕಂಪೆನಿಯು ವೆಚ್ಚ ಕಡಿತದ ಕಾರಣದಿಂದ ಉಳಿಸಲೆಂದು ನೂರಾರು ಉದ್ಯೋಗಿಗಳನ್ನು ವಜಾಮಾಡಿತು; ಅವರಲ್ಲಿ ಮಹೇಶನೂ ಒಬ್ಬ. ಇನ್ನೂ ಕೆಲಸ ಆಗಿಲ್ಲ.: [345, 169, 680, 247]
- col1-intro-paragraph: ಜನಸಂಖ್ಯೆಯ ಹೆಚ್ಚಳದ ಕುರಿತಾದ ವಿಶ್ಲೇಷಣೆಗೆ ಪೂರಕವಾದ ಎರಡು ಚಿತ್ರಗಳನ್ನು ನಾವು ಗ್ರಹಿಸಬೇಕು. ಈ ಗ್ರಹಿಕೆಯ ಮೂಲಕ ಜನಸಂಖ್ಯೆಗೆ ಸಂಬಂಧಿಸಿದಂತೆ ಹುಟ್ಟುವ ಸವಾಲುಗಳನ್ನು ಅರಿತುಕೊಳ್ಳುವುದು ಸುಲಭ.: [10, 546, 330, 592]
- col1-body-paragraph: ಇತ್ತೀಚೆಗೆ ನಮ್ಮ ಮನೆಯ ಹತ್ತಿರದಲ್ಲಿ ಸ್ಥಳೀಯರು ಮಂಗಳೂರಿನ ಉರ್ವಾ ಸ್ಟೋರ್ಸ್ ಮೈದಾನದಲ್ಲಿ ಕ್ರೀಡೆಯಲ್ಲಿ ಚೆಂಡುಗಳನ್ನು ಹಿಡಿದುಕೊಂಡು ಕೆಲಸಕ್ಕಾಗಿ ಕಾದು ಕುಳಿತಿರುತ್ತಿದ್ದರು. ಹೆಚ್ಚಿನವರು ವಲಸೆ ಕಾರ್ಮಿಕರು. ಅವರ ಪೈಕಿ ಬಾಗಲಕೋಟೆಯ ಯಾವುದೋ ಹಳ್ಳಿಯಿಂದ ಹೆಂಡತಿ ಮತ್ತು ಇಬ್ಬರು ಚಿಕ್ಕ ಮಕ್ಕಳ ಜೊತೆ ಮಂಗಳೂರಿಗೆ ಬಂದ ಹುಡುಗ ಒಬ್ಬ. ಬಸವ ಎಂದು ಅವನ ಹೆಸರು. ದಿನಾ ಬೆಳಿಗ್ಗೆ ಉರ್ವಾ ಸ್ಟೋರ್ಸ್ ಮೈದಾನದಲ್ಲಿ ಕಟ್ಟಡ ನಿರ್ಮಾಣದ ಕೆಲಸಕ್ಕಾಗಿ ಕಾಯುತ್ತಾನೆ; ಕೆಲವೊಮ್ಮೆ ಕೆಲಸ ಸಿಗುತ್ತದೆ, ಕೆಲವೊಮ್ಮೆ ಇಲ್ಲ.: [10, 1083, 330, 1177]
- table-header-cell: 2020: [844, 693, 893, 719]
- col1-body-paragraph: ಅವನು ಇನ್ನೊಂದು ಮಾಹಿತಿಯನ್ನೂ ನೀಡಿದ: ಮೇಲ್ವಿಚಾರಕರ ಸಂಖ್ಯೆಯಲ್ಲಿಯೂ ಕಡಿತವಾಗುವ ಸಾಧ್ಯತೆ ಇದೆ; ತಾನೂ ಬೇರೆ ಉದ್ಯೋಗ ಹುಡುಕಬೇಕಾಗಬಹುದು ಎಂದ. ಅವನ ಜೊತೆಯಲ್ಲಿ ಡಿಪ್ಲೊಮಾ ಓದಿದವರು ಬೆಂಗಳೂರಿನ ಸಣ್ಣ ಸಣ್ಣ ಕಾರ್ಖಾನೆಗಳಲ್ಲಿ ಕೆಲಸಮಾಡುತ್ತಿದ್ದಾರೆ; ಕೊರೋನಾ ಸಂದರ್ಭದಲ್ಲಿ ಕಾರ್ಖಾನೆಗಳ ಬಾಗಿಲು ಮುಚ್ಚಿದ್ದರಿಂದ ಅನೇಕರು ಊರಿಗೆ ಮರಳಿ ಹೋಗಿದ್ದು ಇನ್ನೂ ಉದ್ಯೋಗಗಳನ್ನು ಅರಸುತ್ತಿದ್ದಾರೆ.: [10, 724, 330, 802]
- column-1: [10, 150, 330, 1263]
- table-header-cell: ಪ್ರಾಯ/ಇಸವಿ: [723, 693, 795, 719]
- photo-figure: [385, 520, 440, 598]
- table-cell: 67.2: [844, 743, 893, 767]
- table-cell: 23.0: [893, 719, 942, 743]
- table-row: [723, 719, 992, 743]
- author-name: ಟಿ.ಆರ್. ಭಟ್: [74, 366, 330, 390]
